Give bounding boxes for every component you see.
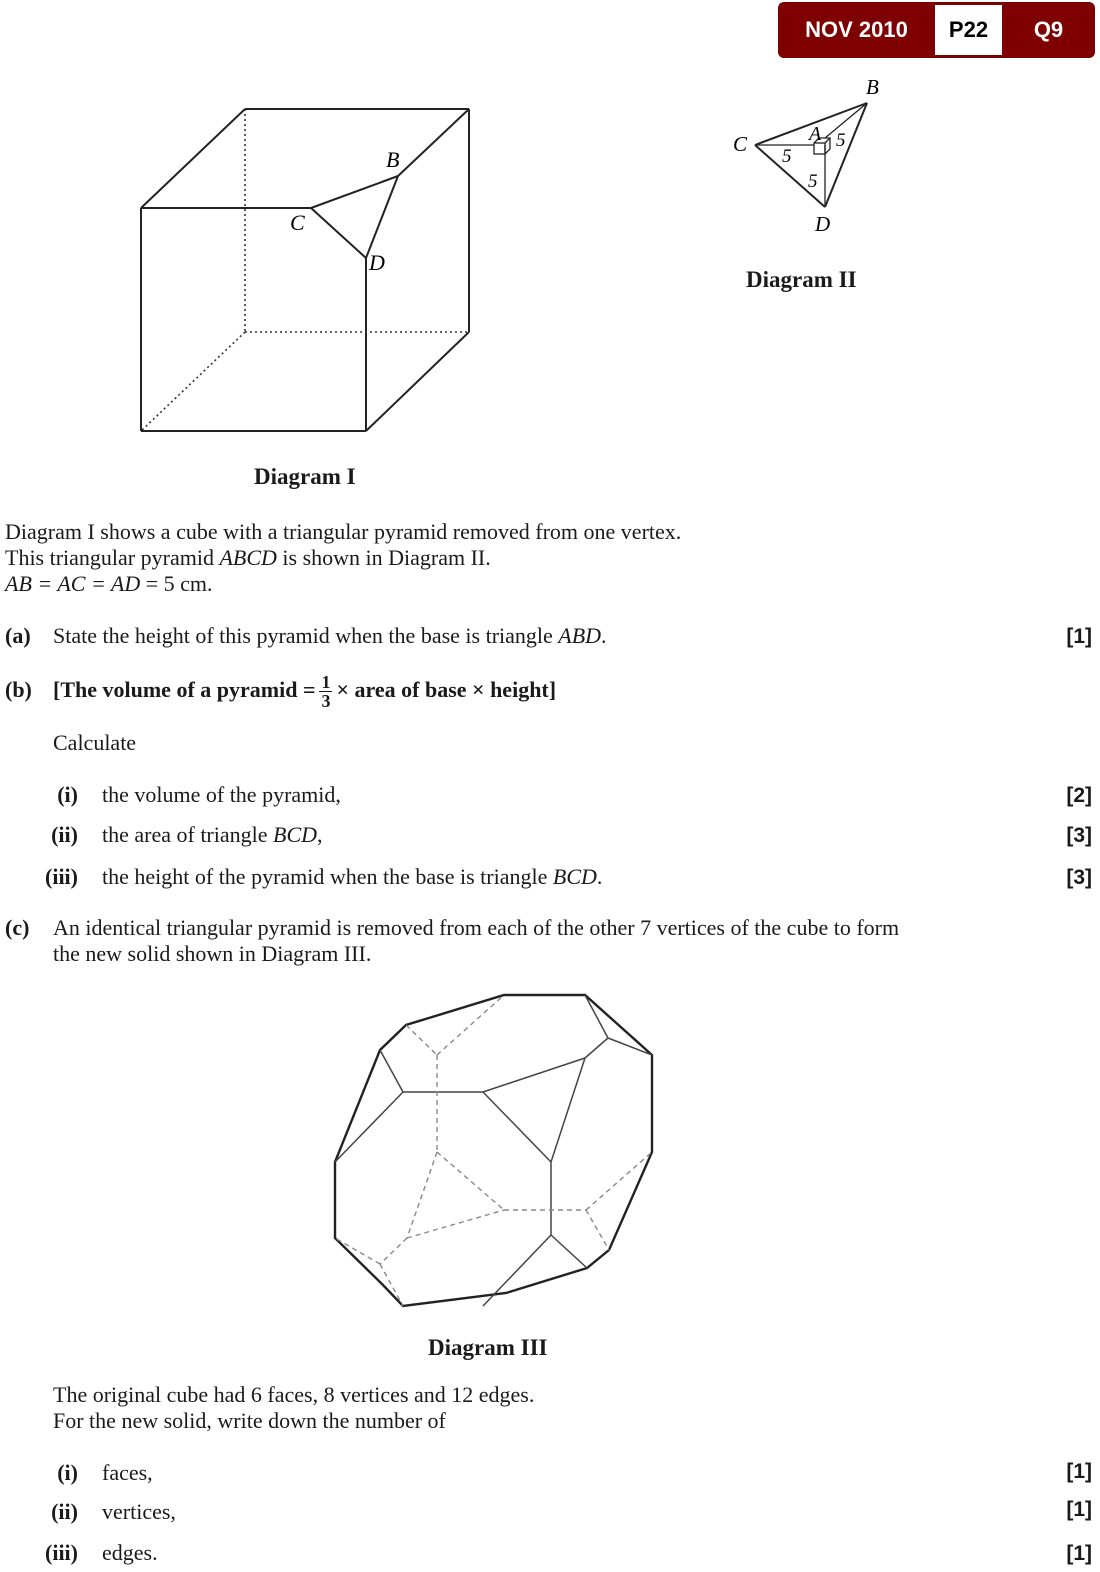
part-c-line-2: the new solid shown in Diagram III. <box>53 941 372 966</box>
question-number: Q9 <box>1033 17 1064 42</box>
front-triangle-edge <box>483 1058 585 1092</box>
edge-label-ac: 5 <box>782 146 792 167</box>
front-triangle-edge <box>551 1058 585 1162</box>
diagram-3-caption: Diagram III <box>428 1335 548 1360</box>
part-c-item-iii: (iii) edges. <box>45 1540 158 1565</box>
diagram-2-pyramid <box>720 70 890 240</box>
part-c-label: (c) <box>5 915 30 940</box>
diagram-3-truncated-cube <box>320 980 670 1320</box>
part-b-item-i-marks: [2] <box>1066 784 1092 807</box>
label-b: B <box>386 147 400 172</box>
diagram-1-cube <box>130 100 480 440</box>
cut-edge-bd <box>366 176 398 258</box>
label-c: C <box>290 210 305 235</box>
intro-line-1: Diagram I shows a cube with a triangular pyramid removed from one vertex. <box>5 519 682 544</box>
edge-label-ad: 5 <box>808 171 818 192</box>
label-b: B <box>866 75 879 99</box>
intro-line-3: AB = AC = AD = 5 cm. <box>5 571 213 596</box>
label-d: D <box>815 212 831 236</box>
part-b-item-iii-marks: [3] <box>1066 866 1092 889</box>
label-d: D <box>369 250 385 275</box>
cut-edge-cd <box>311 208 366 258</box>
part-c-item-ii-marks: [1] <box>1066 1498 1092 1521</box>
part-b-item-iii: (iii) the height of the pyramid when the base is triangle BCD. <box>45 864 603 889</box>
paper-code: P22 <box>935 5 1002 55</box>
exam-session: NOV 2010 <box>805 17 908 42</box>
part-c-info-1: The original cube had 6 faces, 8 vertices and 12 edges. <box>53 1382 535 1407</box>
cube-edge <box>141 109 245 208</box>
part-b-instruction: Calculate <box>53 730 137 755</box>
part-b-label: (b) <box>5 677 32 702</box>
part-c-info-2: For the new solid, write down the number of <box>53 1408 446 1433</box>
intro-line-2: This triangular pyramid ABCD is shown in Diagram II. <box>5 545 491 570</box>
cut-edge-cb <box>311 176 398 208</box>
part-a-label: (a) <box>5 623 31 648</box>
part-b-item-i: (i) the volume of the pyramid, <box>57 782 341 807</box>
part-b-formula: (b) [The volume of a pyramid = $\frac{1}{3}$ × area of base × height] <box>5 668 556 712</box>
fraction-one-third: $\frac{1}{3}$ <box>321 672 331 712</box>
front-triangle-edge <box>483 1092 551 1162</box>
cube-edge <box>366 332 469 431</box>
part-c-item-ii: (ii) vertices, <box>51 1499 176 1524</box>
edge-bd <box>825 103 867 207</box>
label-a: A <box>809 123 822 145</box>
part-b-item-ii: (ii) the area of triangle BCD, <box>51 822 323 847</box>
part-c-item-i-marks: [1] <box>1066 1460 1092 1483</box>
question-badge <box>778 2 1095 58</box>
part-c-item-iii-marks: [1] <box>1066 1542 1092 1565</box>
part-a <box>5 623 607 649</box>
part-a-text: State the height of this pyramid when the base is triangle ABD. <box>53 623 607 648</box>
part-c-line-1: (c) An identical triangular pyramid is removed from each of the other 7 vertices of the cube to form <box>5 915 900 940</box>
diagram-2-caption: Diagram II <box>746 267 857 292</box>
diagram-1-caption: Diagram I <box>254 464 356 489</box>
label-c: C <box>733 132 748 156</box>
part-b-item-ii-marks: [3] <box>1066 824 1092 847</box>
part-a-marks: [1] <box>1066 625 1092 648</box>
hidden-edge <box>141 332 245 431</box>
part-c-item-i: (i) faces, <box>57 1460 153 1485</box>
edge-label-ab: 5 <box>836 130 846 151</box>
cube-edge <box>398 109 469 176</box>
